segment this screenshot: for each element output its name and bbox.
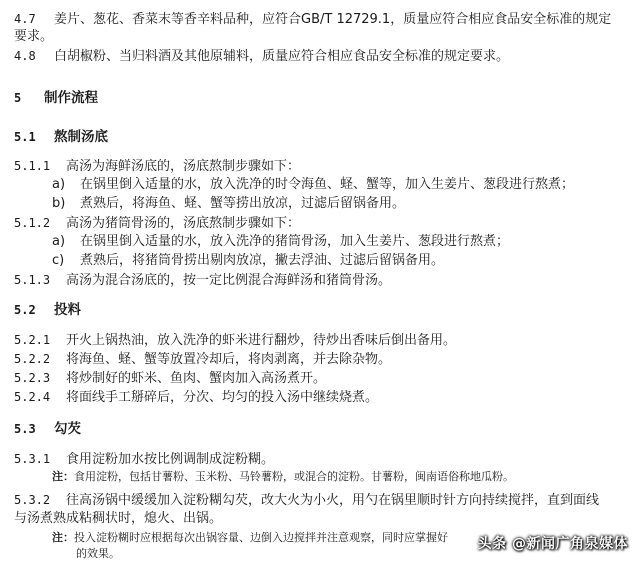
clause-5-2-1: 5.2.1 开火上锅热油，放入洗净的虾米进行翻炒，待炒出香味后倒出备用。 [14, 333, 457, 348]
list-item-a: a) 在锅里倒入适量的水，放入洗净的猪筒骨汤，加入生姜片、葱段进行熬煮； [52, 234, 510, 249]
clause-5-2-4: 5.2.4 将面线手工掰碎后，分次、均匀的投入汤中继续烧煮。 [14, 390, 379, 405]
clause-5-3-2: 5.3.2 往高汤锅中缓缓加入淀粉糊勾芡，改大火为小火，用勺在锅里顺时针方向持续搅拌，直到面线 [14, 493, 600, 508]
clause-5-2-3: 5.2.3 将炒制好的虾米、鱼肉、蟹肉加入高汤煮开。 [14, 371, 327, 386]
note-stirring: 注：投入淀粉糊时应根据每次出锅容量、边倒入边搅拌并注意观察，同时应掌握好 [52, 531, 448, 544]
list-item-c: c) 煮熟后，将猪筒骨捞出剔肉放凉，撇去浮油、过滤后留锅备用。 [52, 253, 445, 268]
clause-5-3-1: 5.3.1 食用淀粉加水按比例调制成淀粉糊。 [14, 452, 275, 467]
clause-4-7-continuation: 要求。 [14, 29, 54, 44]
clause-5-1-2: 5.1.2 高汤为猪筒骨汤的，汤底熬制步骤如下： [14, 216, 301, 231]
list-item-a: a) 在锅里倒入适量的水，放入洗净的时令海鱼、蛏、蟹等，加入生姜片、葱段进行熬煮； [52, 177, 575, 192]
clause-5-1-3: 5.1.3 高汤为混合汤底的，按一定比例混合海鲜汤和猪筒骨汤。 [14, 273, 392, 288]
section-5-2-heading: 5.2 投料 [14, 302, 81, 318]
clause-5-3-2-continuation: 与汤煮熟成粘稠状时，熄火、出锅。 [14, 511, 223, 526]
clause-5-1-1: 5.1.1 高汤为海鲜汤底的，汤底熬制步骤如下： [14, 159, 301, 174]
watermark: 头条 @新闻广角泉媒体 [477, 536, 628, 552]
clause-5-2-2: 5.2.2 将海鱼、蛏、蟹等放置冷却后，将肉剥离，并去除杂物。 [14, 352, 392, 367]
list-item-b: b) 煮熟后，将海鱼、蛏、蟹等捞出放凉，过滤后留锅备用。 [52, 196, 406, 211]
note-stirring-continuation: 的效果。 [76, 547, 120, 560]
clause-4-7: 4.7 姜片、葱花、香菜末等香辛料品种，应符合GB/T 12729.1，质量应符合相应食品安全标准的规定 [14, 12, 612, 27]
section-5-3-heading: 5.3 勾芡 [14, 421, 81, 437]
section-5-heading: 5 制作流程 [14, 90, 98, 106]
note-starch-types: 注：食用淀粉，包括甘薯粉、玉米粉、马铃薯粉，或混合的淀粉。甘薯粉，闽南语俗称地瓜粉。 [52, 470, 514, 483]
section-5-1-heading: 5.1 熬制汤底 [14, 129, 108, 145]
clause-4-8: 4.8 白胡椒粉、当归料酒及其他原辅料，质量应符合相应食品安全标准的规定要求。 [14, 49, 510, 64]
